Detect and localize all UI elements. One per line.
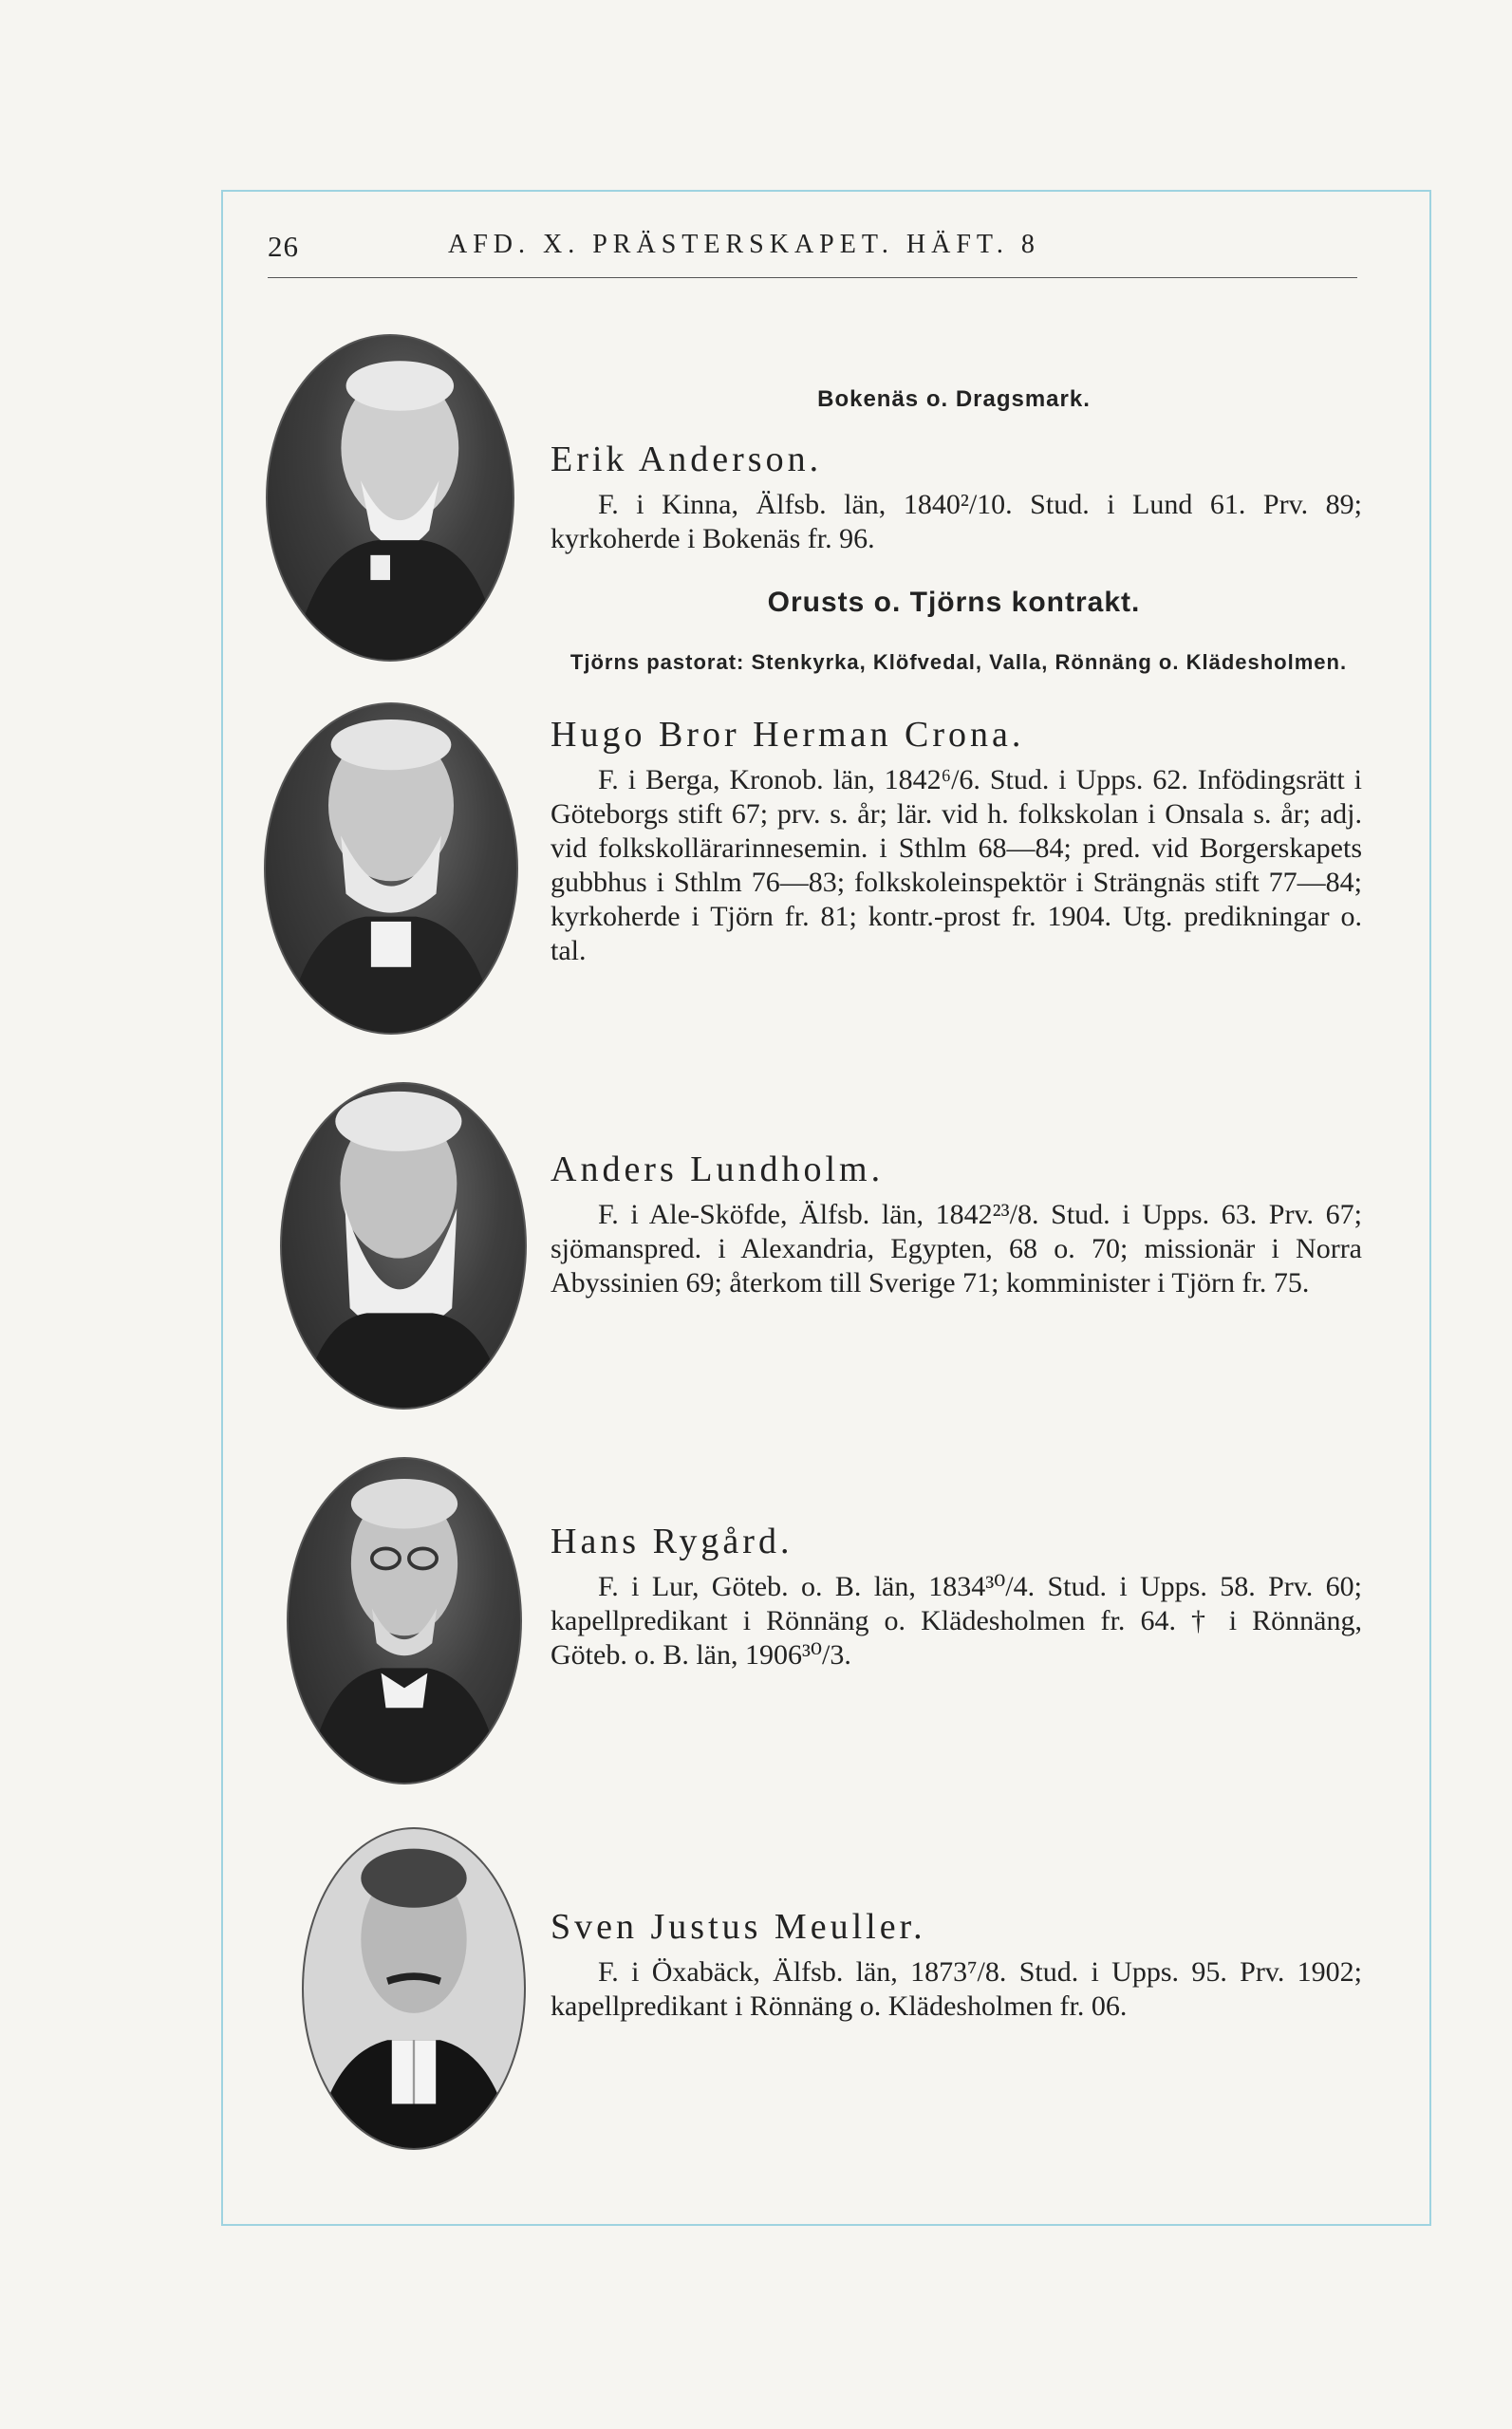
portrait-hans-rygard [287,1457,522,1784]
contract-heading-orust-tjorn: Orusts o. Tjörns kontrakt. [767,587,1141,618]
person-bio-hans-rygard: F. i Lur, Göteb. o. B. län, 1834³⁰/4. Stud. i Upps. 58. Prv. 60; kapellpredikant i Rönnäng o. Klädesholmen fr. 64. † i Rönnäng, Göteb. o. B. län, 1906³⁰/3. [551,1571,1362,1671]
person-bio-erik-anderson: F. i Kinna, Älfsb. län, 1840²/10. Stud. i Lund 61. Prv. 89; kyrkoherde i Bokenäs fr. 96. [551,489,1362,554]
person-bio-sven-justus-meuller: F. i Öxabäck, Älfsb. län, 1873⁷/8. Stud. i Upps. 95. Prv. 1902; kapellpredikant i Rönnäng o. Klädesholmen fr. 06. [551,1956,1362,2022]
person-name-sven-justus-meuller: Sven Justus Meuller. [551,1907,926,1947]
person-bio-anders-lundholm: F. i Ale-Sköfde, Älfsb. län, 1842²³/8. Stud. i Upps. 63. Prv. 67; sjömanspred. i Alexandria, Egypten, 68 o. 70; missionär i Norra Abyssinien 69; återkom till Sverige 71; komminister i Tjörn fr. 75. [551,1199,1362,1299]
person-name-hugo-crona: Hugo Bror Herman Crona. [551,715,1025,755]
person-name-anders-lundholm: Anders Lundholm. [551,1149,885,1189]
portrait-hugo-crona [264,702,518,1035]
pastorate-heading-tjorn: Tjörns pastorat: Stenkyrka, Klöfvedal, Valla, Rönnäng o. Klädesholmen. [569,650,1348,674]
running-title: AFD. X. PRÄSTERSKAPET. HÄFT. 8 [448,230,1040,259]
person-name-erik-anderson: Erik Anderson. [551,439,823,479]
portrait-anders-lundholm [280,1082,527,1410]
page-number: 26 [268,230,299,263]
person-name-hans-rygard: Hans Rygård. [551,1522,793,1561]
page-header [268,230,1357,278]
portrait-erik-anderson [266,334,514,662]
portrait-sven-justus-meuller [302,1827,526,2150]
person-bio-hugo-crona: F. i Berga, Kronob. län, 1842⁶/6. Stud. i Upps. 62. Infödingsrätt i Göteborgs stift 67; prv. s. år; lär. vid h. folkskolan i Onsala s. år; adj. vid folkskollärarinnesemin. i Sthlm 68—84; pred. vid Borgerskapets gubbhus i Sthlm 76—83; folkskoleinspektör i Strängnäs stift 77—84; kyrkoherde i Tjörn fr. 81; kontr.-prost fr. 1904. Utg. predikningar o. tal. [551,764,1362,966]
parish-heading-bokenas: Bokenäs o. Dragsmark. [817,386,1091,412]
